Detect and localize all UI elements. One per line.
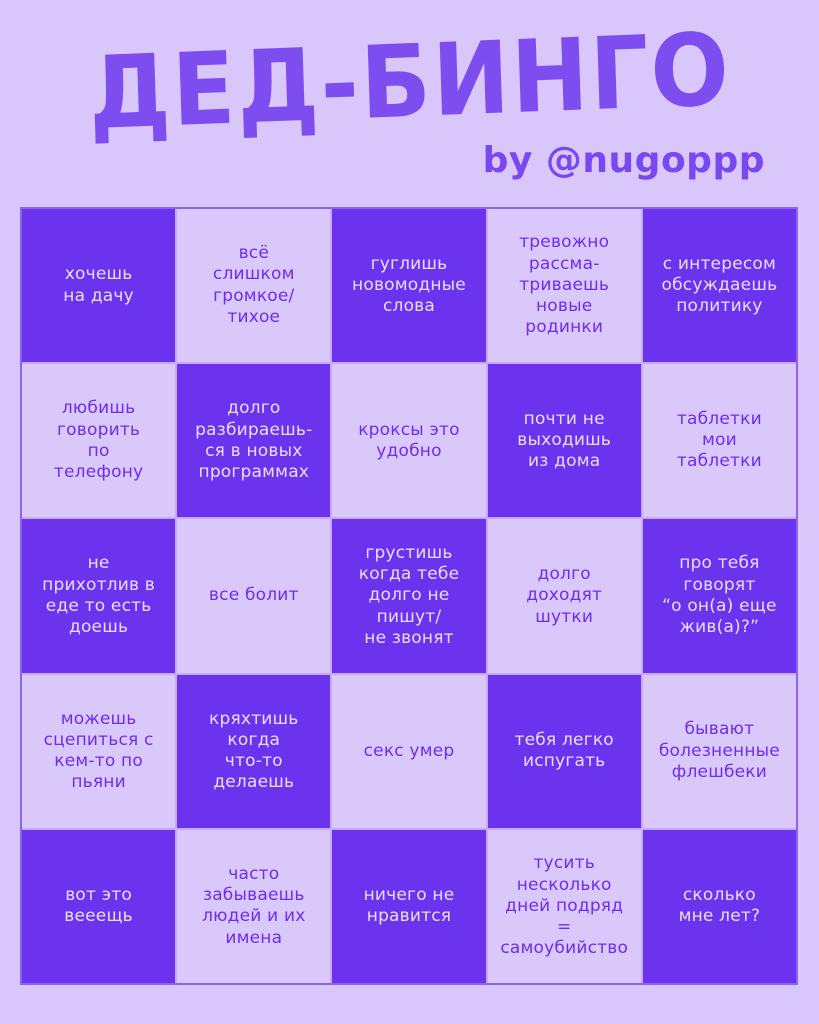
bingo-cell: долго разбираешь- ся в новых программах xyxy=(177,364,330,517)
bingo-cell: про тебя говорят “о он(а) еще жив(а)?” xyxy=(643,519,796,672)
page-title: ДЕД-БИНГО xyxy=(86,10,733,153)
bingo-cell: все болит xyxy=(177,519,330,672)
bingo-cell: почти не выходишь из дома xyxy=(488,364,641,517)
bingo-cell: тусить несколько дней подряд = самоубийство xyxy=(488,830,641,983)
bingo-cell: тревожно рассма- триваешь новые родинки xyxy=(488,209,641,362)
bingo-cell: кряхтишь когда что-то делаешь xyxy=(177,675,330,828)
bingo-cell: грустишь когда тебе долго не пишут/ не звонят xyxy=(332,519,485,672)
bingo-cell: ничего не нравится xyxy=(332,830,485,983)
bingo-cell: с интересом обсуждаешь политику xyxy=(643,209,796,362)
bingo-cell: секс умер xyxy=(332,675,485,828)
author-credit: by @nugoppp xyxy=(482,140,765,181)
bingo-cell: тебя легко испугать xyxy=(488,675,641,828)
bingo-cell: любишь говорить по телефону xyxy=(22,364,175,517)
bingo-cell: не прихотлив в еде то есть доешь xyxy=(22,519,175,672)
bingo-cell: часто забываешь людей и их имена xyxy=(177,830,330,983)
bingo-cell: бывают болезненные флешбеки xyxy=(643,675,796,828)
bingo-cell: можешь сцепиться с кем-то по пьяни xyxy=(22,675,175,828)
bingo-cell: сколько мне лет? xyxy=(643,830,796,983)
bingo-cell: вот это вееещь xyxy=(22,830,175,983)
bingo-cell: кроксы это удобно xyxy=(332,364,485,517)
bingo-cell: хочешь на дачу xyxy=(22,209,175,362)
bingo-cell: таблетки мои таблетки xyxy=(643,364,796,517)
bingo-cell: гуглишь новомодные слова xyxy=(332,209,485,362)
bingo-cell: долго доходят шутки xyxy=(488,519,641,672)
bingo-board xyxy=(20,207,798,985)
bingo-cell: всё слишком громкое/ тихое xyxy=(177,209,330,362)
